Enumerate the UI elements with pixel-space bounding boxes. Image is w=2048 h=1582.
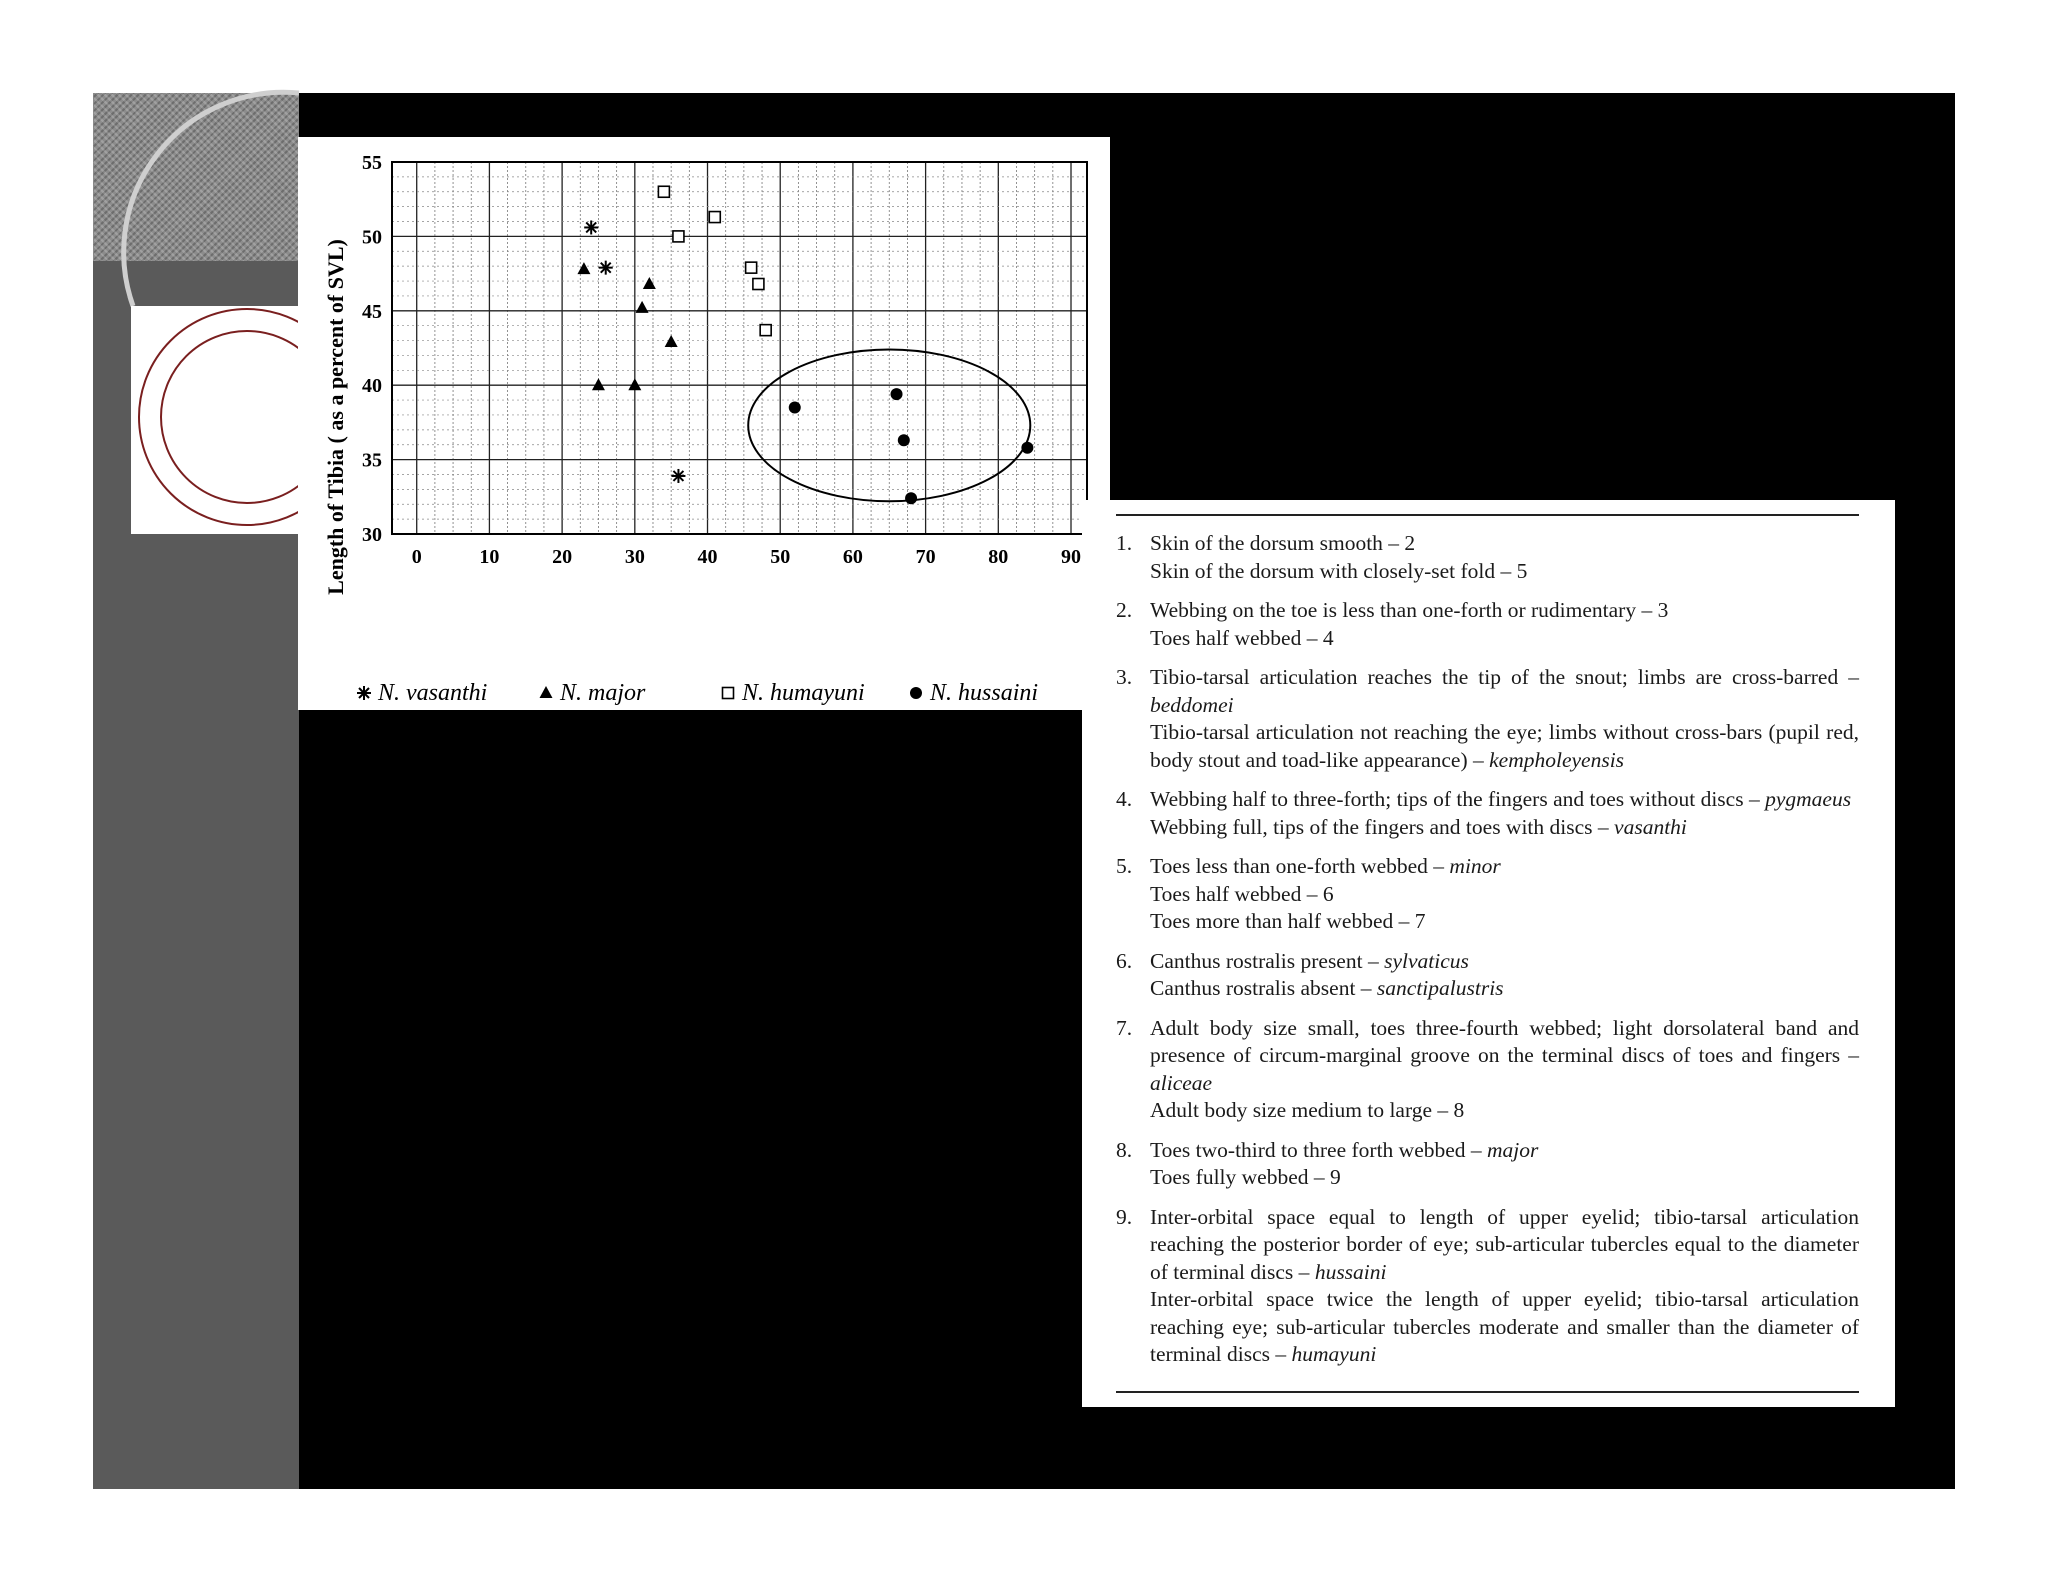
couplet-line	[1150, 1164, 1859, 1192]
legend-label-humayuni: N. humayuni	[742, 680, 865, 706]
couplet-line	[1150, 1015, 1859, 1098]
y-tick-label: 50	[362, 226, 382, 249]
x-tick-label: 50	[770, 546, 791, 568]
couplet-lines	[1150, 1015, 1859, 1125]
data-point-hussaini	[905, 492, 917, 504]
legend-marker-major	[540, 686, 553, 698]
data-point-major	[577, 262, 590, 274]
key-couplet	[1116, 597, 1859, 652]
key-text: Adult body size small, toes three-fourth webbed; light dorsolateral band and presence of circum-marginal groove on the terminal discs of toes and fingers –	[1150, 1015, 1859, 1067]
key-text: Toes two-third to three forth webbed –	[1150, 1137, 1488, 1162]
data-point-humayuni	[673, 231, 684, 242]
key-couplet	[1116, 1015, 1859, 1125]
x-tick-labels	[412, 546, 1081, 568]
x-tick-label: 30	[624, 546, 645, 568]
chart-panel	[298, 137, 1110, 749]
couplet-line	[1150, 1286, 1859, 1369]
couplet-line	[1150, 558, 1859, 586]
couplet-line	[1150, 530, 1859, 558]
data-point-major	[665, 335, 678, 347]
key-couplet	[1116, 853, 1859, 936]
key-text: Toes less than one-forth webbed –	[1150, 854, 1450, 878]
key-text: Skin of the dorsum smooth – 2	[1150, 531, 1416, 555]
data-point-major	[592, 378, 605, 390]
y-tick-label: 40	[362, 375, 382, 398]
data-point-humayuni	[746, 262, 757, 273]
key-text: Toes half webbed – 6	[1150, 881, 1334, 906]
data-point-vasanthi	[599, 261, 613, 275]
y-tick-label: 35	[362, 449, 382, 472]
data-point-major	[636, 301, 649, 313]
couplet-number: 2.	[1116, 598, 1133, 622]
y-tick-label: 55	[362, 152, 382, 174]
couplet-number: 7.	[1116, 1015, 1133, 1040]
couplet-line	[1150, 948, 1859, 976]
key-couplet	[1116, 1204, 1859, 1369]
grid	[392, 162, 1087, 534]
taxon-name: beddomei	[1150, 692, 1234, 717]
x-tick-label: 60	[842, 546, 863, 568]
couplet-lines	[1150, 664, 1859, 774]
scatter-chart	[298, 137, 1110, 749]
slide	[93, 93, 1955, 1489]
legend-label-major: N. major	[560, 680, 646, 706]
data-point-humayuni	[753, 279, 764, 290]
x-axis-title: SVL	[811, 723, 859, 749]
key-text: Webbing full, tips of the fingers and toes with discs –	[1150, 814, 1615, 839]
key-couplet	[1116, 664, 1859, 774]
couplet-number: 1.	[1116, 531, 1133, 555]
taxon-name: sylvaticus	[1384, 948, 1469, 973]
key-text: Inter-orbital space equal to length of upper eyelid; tibio-tarsal articulation reaching the posterior border of eye; sub-articular tubercles equal to the diameter of terminal discs –	[1150, 1204, 1859, 1284]
key-text: Inter-orbital space twice the length of upper eyelid; tibio-tarsal articulation reaching eye; sub-articular tubercles moderate and smaller than the diameter of terminal discs –	[1150, 1287, 1859, 1366]
y-tick-label: 30	[362, 524, 382, 546]
data-point-humayuni	[709, 212, 720, 223]
key-couplet	[1116, 786, 1859, 841]
couplet-lines	[1150, 530, 1859, 585]
couplet-lines	[1150, 1137, 1859, 1192]
couplet-line	[1150, 814, 1859, 842]
couplet-lines	[1150, 786, 1859, 841]
x-tick-label: 40	[697, 546, 718, 568]
taxon-name: aliceae	[1150, 1070, 1213, 1095]
data-point-vasanthi	[584, 220, 598, 234]
data-point-major	[643, 277, 656, 289]
key-list	[1116, 514, 1859, 1393]
x-tick-label: 0	[411, 546, 422, 568]
key-text: Toes more than half webbed – 7	[1150, 909, 1426, 933]
key-text: Canthus rostralis present –	[1150, 948, 1385, 973]
key-couplet	[1116, 530, 1859, 585]
x-tick-label: 70	[915, 546, 936, 568]
couplet-line	[1150, 881, 1859, 909]
y-tick-labels	[362, 152, 382, 546]
data-point-hussaini	[1021, 442, 1033, 454]
data-point-vasanthi	[671, 469, 685, 483]
couplet-line	[1150, 1204, 1859, 1287]
y-axis-title: Length of Tibia ( as a percent of SVL)	[323, 239, 348, 595]
plot-frame	[392, 162, 1087, 534]
couplet-number: 6.	[1116, 948, 1133, 973]
couplet-lines	[1150, 948, 1859, 1003]
taxon-name: minor	[1449, 854, 1501, 878]
couplet-line	[1150, 1097, 1859, 1125]
couplet-line	[1150, 975, 1859, 1003]
key-text: Webbing half to three-forth; tips of the fingers and toes without discs –	[1150, 787, 1766, 811]
key-couplet	[1116, 1137, 1859, 1192]
legend-marker-vasanthi	[357, 686, 371, 700]
x-tick-label: 20	[552, 546, 573, 568]
legend-label-vasanthi: N. vasanthi	[378, 680, 488, 706]
x-tick-label: 10	[479, 546, 500, 568]
taxon-name: pygmaeus	[1765, 787, 1852, 811]
data-point-hussaini	[891, 388, 903, 400]
taxon-name: vasanthi	[1614, 814, 1687, 839]
data-point-hussaini	[898, 434, 910, 446]
data-point-humayuni	[658, 186, 669, 197]
identification-key-panel	[1082, 500, 1895, 1407]
couplet-line	[1150, 719, 1859, 774]
couplet-number: 4.	[1116, 787, 1133, 811]
legend-marker-humayuni	[723, 688, 734, 699]
couplet-line	[1150, 908, 1859, 936]
couplet-lines	[1150, 853, 1859, 936]
key-text: Tibio-tarsal articulation not reaching the eye; limbs without cross-bars (pupil red, body stout and toad-like appearance) –	[1150, 720, 1859, 772]
couplet-line	[1150, 625, 1859, 653]
data-point-humayuni	[760, 325, 771, 336]
taxon-name: humayuni	[1291, 1342, 1377, 1366]
taxon-name: kempholeyensis	[1489, 747, 1625, 772]
key-text: Skin of the dorsum with closely-set fold – 5	[1150, 558, 1528, 583]
couplet-number: 9.	[1116, 1204, 1133, 1229]
taxon-name: sanctipalustris	[1376, 976, 1504, 1000]
large-arc	[124, 92, 299, 306]
key-text: Toes half webbed – 4	[1150, 625, 1334, 650]
couplet-line	[1150, 853, 1859, 881]
legend-label-hussaini: N. hussaini	[930, 680, 1039, 706]
data-point-hussaini	[789, 402, 801, 414]
couplet-lines	[1150, 1204, 1859, 1369]
key-text: Tibio-tarsal articulation reaches the tip of the snout; limbs are cross-barred –	[1150, 665, 1859, 689]
couplet-line	[1150, 597, 1859, 625]
x-tick-label: 80	[988, 546, 1009, 568]
data-points	[577, 186, 1033, 504]
taxon-name: hussaini	[1314, 1259, 1387, 1284]
key-text: Adult body size medium to large – 8	[1150, 1098, 1465, 1122]
couplet-line	[1150, 1137, 1859, 1165]
key-couplet	[1116, 948, 1859, 1003]
couplet-line	[1150, 664, 1859, 719]
x-tick-label: 90	[1061, 546, 1082, 568]
y-tick-label: 45	[362, 300, 382, 323]
ring-ornament	[131, 306, 299, 534]
couplet-number: 3.	[1116, 665, 1133, 689]
legend-marker-hussaini	[910, 687, 922, 699]
key-text: Toes fully webbed – 9	[1150, 1165, 1341, 1189]
couplet-lines	[1150, 597, 1859, 652]
key-text: Canthus rostralis absent –	[1150, 976, 1377, 1000]
legend	[357, 680, 1038, 706]
couplet-line	[1150, 786, 1859, 814]
key-text: Webbing on the toe is less than one-forth or rudimentary – 3	[1150, 598, 1669, 622]
couplet-number: 8.	[1116, 1137, 1133, 1162]
taxon-name: major	[1487, 1137, 1539, 1162]
data-point-major	[628, 378, 641, 390]
couplet-number: 5.	[1116, 854, 1133, 878]
